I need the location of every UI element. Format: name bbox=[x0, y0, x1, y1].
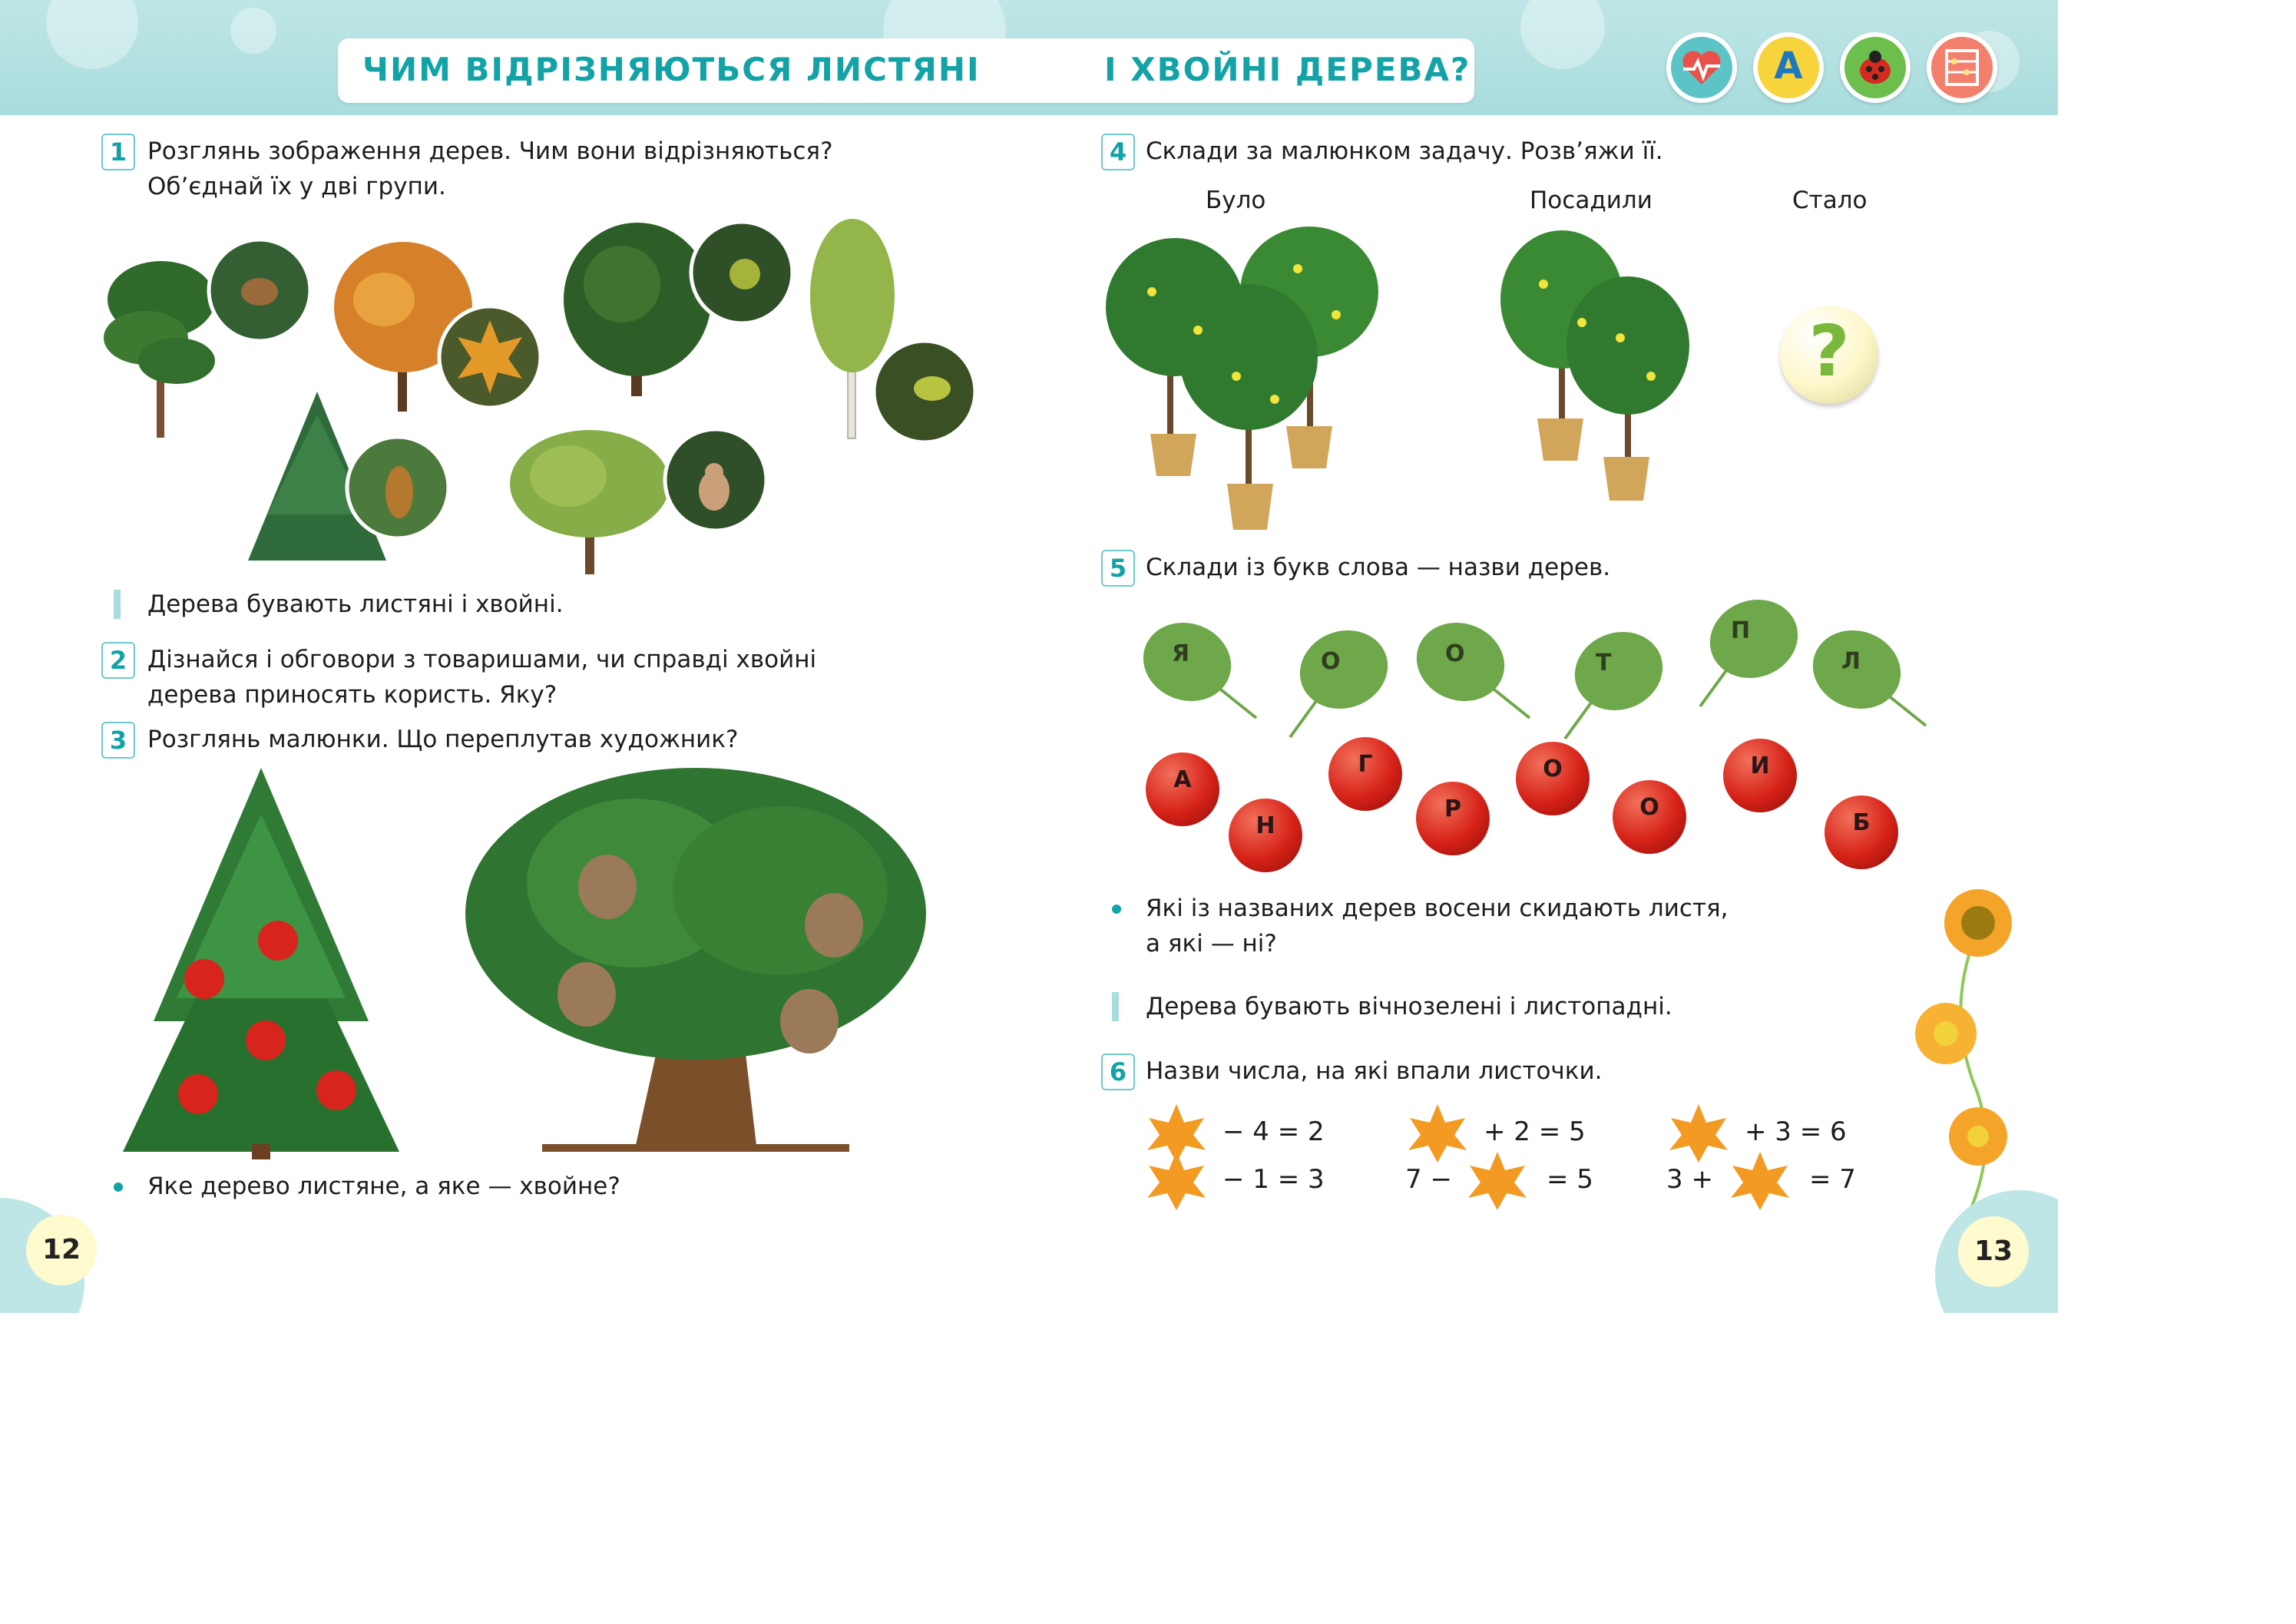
question-text-right-line1: Які із названих дерев восени скидають листя, bbox=[1146, 895, 1729, 922]
rule-text-2: Дерева бувають вічнозелені і листопадні. bbox=[1146, 993, 1672, 1020]
task2-text-line1: Дізнайся і обговори з товаришами, чи справді хвойні bbox=[147, 646, 817, 673]
letter-leaf: О bbox=[1290, 622, 1390, 714]
letter-leaf: Л bbox=[1811, 622, 1911, 714]
bullet-dot bbox=[114, 1182, 123, 1192]
letter-apple: О bbox=[1516, 742, 1590, 815]
maple-leaf-icon bbox=[1728, 1150, 1792, 1212]
equation-4: − 1 = 3 bbox=[1222, 1164, 1325, 1195]
question-mark-bubble: ? bbox=[1780, 306, 1878, 404]
letter-apple: Р bbox=[1416, 782, 1490, 855]
oak-tree-with-cones-illustration bbox=[458, 768, 941, 1159]
birch-leaf-closeup bbox=[871, 338, 978, 445]
page-number-left: 12 bbox=[26, 1215, 97, 1285]
letter-apple: И bbox=[1723, 739, 1797, 812]
label-posadyly: Посадили bbox=[1530, 187, 1653, 214]
maple-leaf-icon bbox=[1666, 1103, 1731, 1164]
rule-text-1: Дерева бувають листяні і хвойні. bbox=[147, 590, 564, 618]
task-number-6: 6 bbox=[1101, 1053, 1135, 1090]
letter-leaf: Я bbox=[1141, 614, 1241, 706]
question-text-left: Яке дерево листяне, а яке — хвойне? bbox=[147, 1173, 620, 1200]
letter-leaf: Т bbox=[1565, 623, 1665, 716]
bullet-dot bbox=[1112, 905, 1121, 914]
task5-text: Склади із букв слова — назви дерев. bbox=[1146, 554, 1611, 581]
letter-apple: О bbox=[1613, 780, 1686, 854]
flower-decoration bbox=[1915, 883, 2007, 1221]
spruce-cone-closeup bbox=[344, 434, 452, 541]
task3-text: Розглянь малюнки. Що переплутав художник? bbox=[147, 726, 739, 753]
letter-apple: Н bbox=[1229, 799, 1302, 872]
task-number-4: 4 bbox=[1101, 134, 1135, 170]
rule-marker bbox=[114, 590, 121, 619]
equation-3: + 3 = 6 bbox=[1745, 1116, 1847, 1147]
maple-leaf-closeup bbox=[436, 303, 544, 411]
page-title-left: ЧИМ ВІДРІЗНЯЮТЬСЯ ЛИСТЯНІ bbox=[362, 51, 981, 88]
potted-lemon-trees-two bbox=[1497, 223, 1705, 507]
maple-leaf-icon bbox=[1144, 1150, 1209, 1212]
task1-text-line2: Об’єднай їх у дві групи. bbox=[147, 173, 446, 200]
equation-1: − 4 = 2 bbox=[1222, 1116, 1325, 1147]
pine-cone-closeup bbox=[206, 236, 313, 344]
pear-closeup bbox=[662, 426, 769, 534]
task-number-3: 3 bbox=[101, 722, 135, 759]
abacus-icon bbox=[1927, 32, 1997, 103]
task1-text-line1: Розглянь зображення дерев. Чим вони відрізняються? bbox=[147, 137, 833, 165]
pine-tree-illustration bbox=[100, 230, 223, 445]
task4-text: Склади за малюнком задачу. Розв’яжи її. bbox=[1146, 137, 1663, 165]
potted-lemon-trees-three bbox=[1106, 223, 1390, 537]
equation-5-left: 7 − bbox=[1405, 1164, 1452, 1195]
equation-5-right: = 5 bbox=[1547, 1164, 1593, 1195]
pear-tree-illustration bbox=[507, 415, 676, 576]
equation-6-right: = 7 bbox=[1809, 1164, 1856, 1195]
chestnut-closeup bbox=[688, 219, 796, 326]
task-number-5: 5 bbox=[1101, 550, 1135, 587]
label-stalo: Стало bbox=[1792, 187, 1868, 214]
letter-apple: А bbox=[1146, 752, 1219, 826]
ladybug-icon bbox=[1840, 32, 1911, 103]
letter-leaf: О bbox=[1414, 614, 1514, 706]
task-number-2: 2 bbox=[101, 642, 135, 679]
maple-leaf-icon bbox=[1405, 1103, 1470, 1164]
task6-text: Назви числа, на які впали листочки. bbox=[1146, 1057, 1603, 1085]
task-number-1: 1 bbox=[101, 134, 135, 170]
equation-6-left: 3 + bbox=[1666, 1164, 1713, 1195]
letter-a-icon: A bbox=[1753, 32, 1824, 103]
page-title-right: І ХВОЙНІ ДЕРЕВА? bbox=[1104, 51, 1471, 88]
page-number-right: 13 bbox=[1958, 1216, 2029, 1287]
rule-marker bbox=[1112, 992, 1119, 1021]
equation-2: + 2 = 5 bbox=[1484, 1116, 1586, 1147]
letter-apple: Б bbox=[1825, 795, 1898, 869]
label-bulo: Було bbox=[1206, 187, 1266, 214]
task2-text-line2: дерева приносять користь. Яку? bbox=[147, 681, 557, 709]
maple-leaf-icon bbox=[1465, 1150, 1530, 1212]
letter-apple: Г bbox=[1328, 737, 1402, 811]
question-text-right-line2: а які — ні? bbox=[1146, 930, 1277, 958]
fir-tree-with-apples-illustration bbox=[115, 768, 407, 1159]
heart-pulse-icon bbox=[1666, 32, 1737, 103]
letter-leaf: П bbox=[1700, 591, 1800, 683]
